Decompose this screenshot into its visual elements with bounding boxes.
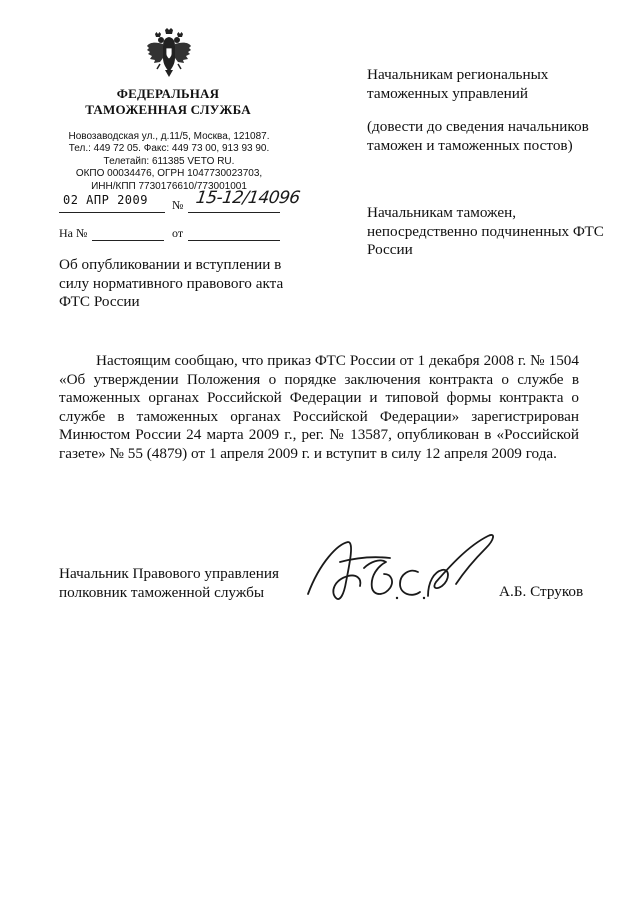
org-teletype: Телетайп: 611385 VETO RU. — [103, 155, 235, 167]
organization-details — [56, 131, 282, 193]
registration-number-label: № — [172, 198, 184, 212]
signatory-position — [59, 565, 319, 602]
org-inn: ИНН/КПП 7730176610/773001001 — [91, 180, 247, 192]
reference-number-label: На № — [59, 226, 88, 240]
reference-date-underline — [188, 240, 280, 241]
signatory-name: А.Б. Струков — [499, 583, 584, 600]
registration-number: 15-12/14096 — [194, 188, 302, 208]
addressee-customs: Начальникам таможен, непосредственно подчиненных ФТС России — [367, 204, 604, 258]
signatory-position-line2: полковник таможенной службы — [59, 583, 265, 601]
reference-from-label: от — [172, 226, 184, 240]
org-codes: ОКПО 00034476, ОГРН 1047730023703, — [75, 168, 263, 180]
letter-subject: Об опубликовании и вступлении в силу нормативного правового акта ФТС России — [59, 256, 284, 310]
organization-name — [70, 86, 266, 118]
letter-body: Настоящим сообщаю, что приказ ФТС России от 1 декабря 2008 г. № 1504 «Об утверждении Положения о порядке заключения контракта о службе в таможенных органах Российской Федерации и типовой формы контракта о службе в таможенных органах Российской Федерации» зарегистрирован Минюстом России 24 марта 2009 г., рег. № 13587, опубликован в «Российской газете» № 55 (4879) от 1 апреля 2009 г. и вступит в силу 12 апреля 2009 года. — [59, 352, 579, 462]
number-underline — [188, 212, 280, 213]
coat-of-arms-emblem — [146, 28, 192, 78]
handwritten-signature — [300, 522, 500, 622]
addressee-note: (довести до сведения начальников таможен и таможенных постов) — [367, 118, 589, 154]
org-name-line2: ТАМОЖЕННАЯ СЛУЖБА — [85, 102, 251, 117]
org-phones: Тел.: 449 72 05. Факс: 449 73 00, 913 93 90. — [68, 143, 270, 155]
org-name-line1: ФЕДЕРАЛЬНАЯ — [116, 86, 220, 101]
date-underline — [59, 212, 165, 213]
addressee-regional: Начальникам региональных таможенных управлений — [367, 66, 549, 102]
registration-date: 02 АПР 2009 — [63, 193, 148, 207]
signatory-position-line1: Начальник Правового управления — [59, 565, 280, 582]
reference-underline — [92, 240, 164, 241]
org-address: Новозаводская ул., д.11/5, Москва, 121087. — [68, 131, 270, 142]
